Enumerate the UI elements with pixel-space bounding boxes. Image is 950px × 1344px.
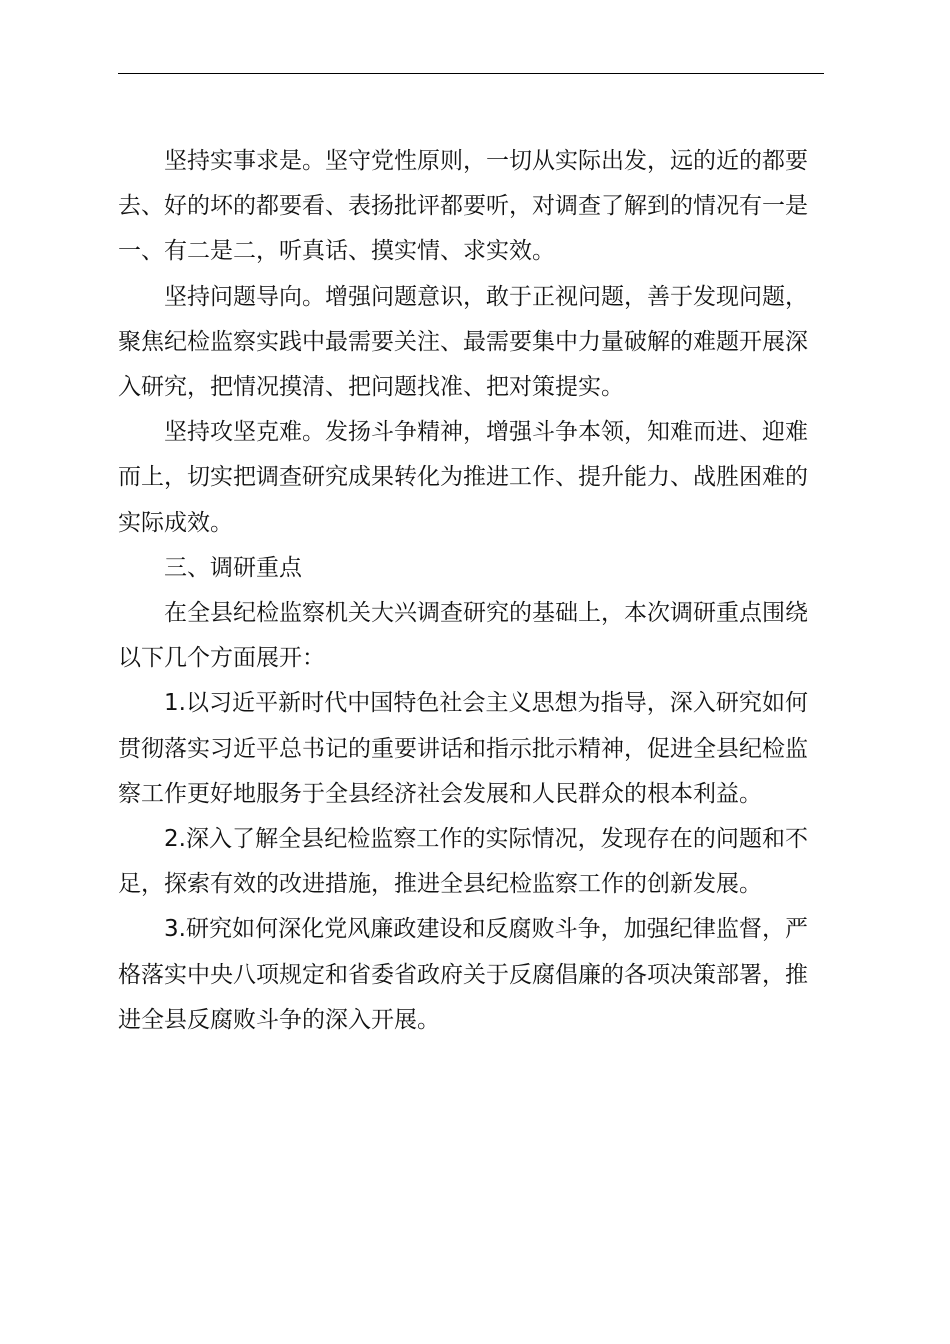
paragraph-seek-truth: 坚持实事求是。坚守党性原则，一切从实际出发，远的近的都要去、好的坏的都要看、表扬批评都要听，对调查了解到的情况有一是一、有二是二，听真话、摸实情、求实效。 bbox=[118, 148, 808, 265]
paragraph-focus-intro: 在全县纪检监察机关大兴调查研究的基础上，本次调研重点围绕以下几个方面展开： bbox=[118, 600, 808, 672]
paragraph-tackle-difficulties: 坚持攻坚克难。发扬斗争精神，增强斗争本领，知难而进、迎难而上，切实把调查研究成果转化为推进工作、提升能力、战胜困难的实际成效。 bbox=[118, 419, 808, 536]
list-item-3: 3.研究如何深化党风廉政建设和反腐败斗争，加强纪律监督，严格落实中央八项规定和省委省政府关于反腐倡廉的各项决策部署，推进全县反腐败斗争的深入开展。 bbox=[118, 916, 808, 1033]
section-heading-research-focus: 三、调研重点 bbox=[164, 554, 302, 581]
list-item-2: 2.深入了解全县纪检监察工作的实际情况，发现存在的问题和不足，探索有效的改进措施，推进全县纪检监察工作的创新发展。 bbox=[118, 826, 808, 898]
header-rule bbox=[118, 73, 824, 74]
list-item-1: 1.以习近平新时代中国特色社会主义思想为指导，深入研究如何贯彻落实习近平总书记的重要讲话和指示批示精神，促进全县纪检监察工作更好地服务于全县经济社会发展和人民群众的根本利益。 bbox=[118, 690, 808, 807]
paragraph-problem-oriented: 坚持问题导向。增强问题意识，敢于正视问题，善于发现问题，聚焦纪检监察实践中最需要关注、最需要集中力量破解的难题开展深入研究，把情况摸清、把问题找准、把对策提实。 bbox=[118, 283, 808, 401]
document-body bbox=[118, 139, 808, 1043]
